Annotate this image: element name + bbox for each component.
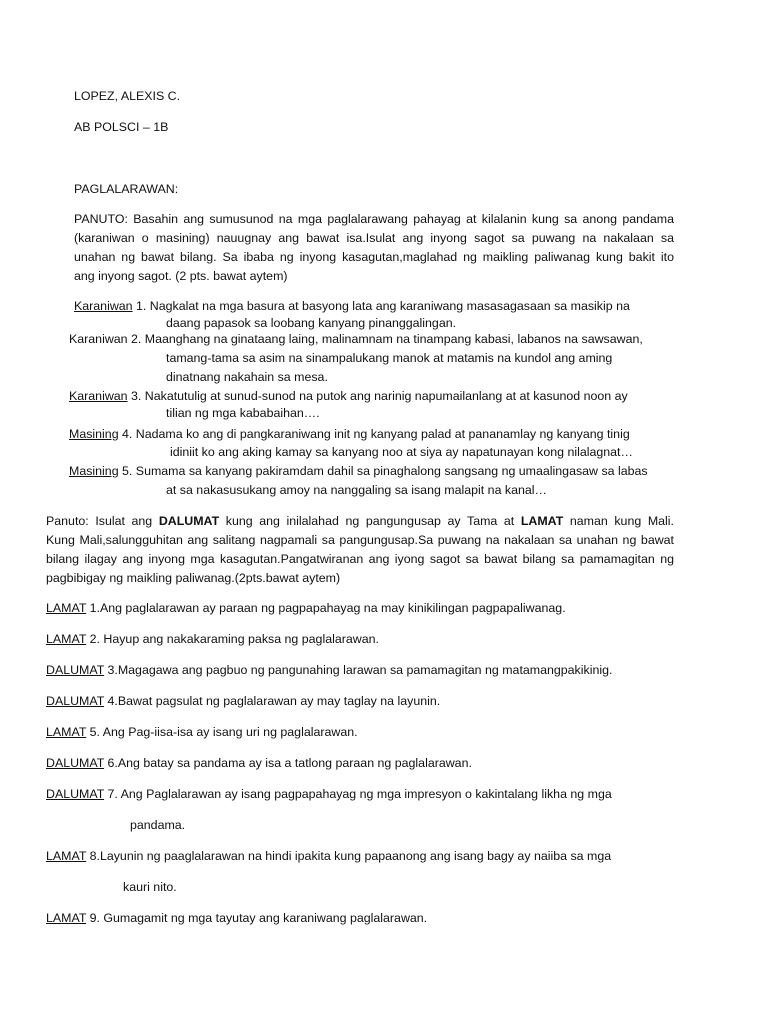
answer-label: Karaniwan [69, 332, 128, 346]
item-text: 7. Ang Paglalarawan ay isang pagpapahayag ng mga impresyon o kakintalang likha ng mga [104, 787, 612, 801]
part2-item [46, 724, 358, 740]
answer-label: Karaniwan [69, 389, 128, 403]
item-text: 2. Maanghang na ginataang laing, malinamnam na tinampang kabasi, labanos na sawsawan, [127, 332, 643, 346]
instruction-text: Panuto: Isulat ang [46, 514, 159, 528]
part2-item [46, 910, 427, 926]
part1-item [74, 298, 630, 314]
student-name: LOPEZ, ALEXIS C. [74, 89, 181, 103]
item-text: 1. Nagkalat na mga basura at basyong lata ang karaniwang masasagasaan sa masikip na [132, 299, 630, 313]
answer-label: LAMAT [46, 911, 87, 925]
item-text: 3. Nakatutulig at sunud-sunod na putok ang narinig napumailanlang at at kasunod noon ay [127, 389, 628, 403]
item-text: 9. Gumagamit ng mga tayutay ang karaniwang paglalarawan. [86, 911, 428, 925]
instruction-text: naman kung Mali. [563, 514, 674, 528]
part2-instruction-line: pagbibigay ng maikling paliwanag.(2pts.bawat aytem) [46, 571, 341, 585]
dalumat-keyword: DALUMAT [158, 514, 220, 528]
part1-instruction-line: unahan ng bawat bilang. Sa ibaba ng inyong kasagutan,maglahad ng maikling paliwanag kung bakit ito [74, 250, 674, 264]
item-text: 3.Magagawa ang pagbuo ng pangunahing larawan sa pamamagitan ng matamangpakikinig. [104, 663, 613, 677]
answer-label: LAMAT [46, 725, 87, 739]
part2-item [46, 693, 440, 709]
part1-instruction-line: ang inyong sagot. (2 pts. bawat aytem) [74, 269, 288, 283]
item-continuation: at sa nakasusukang amoy na nanggaling sa isang malapit na kanal… [166, 483, 547, 497]
part2-item [46, 755, 472, 771]
student-course: AB POLSCI – 1B [74, 120, 169, 134]
item-text: 6.Ang batay sa pandama ay isa a tatlong paraan ng paglalarawan. [104, 756, 472, 770]
section-title: PAGLALARAWAN: [74, 182, 179, 196]
item-continuation: kauri nito. [123, 880, 177, 894]
answer-label: LAMAT [46, 849, 87, 863]
part2-item [46, 631, 379, 647]
part2-item [46, 662, 612, 678]
part2-instruction-line: bilang ilagay ang inyong mga kasagutan.Pangatwiranan ang iyong sagot sa bawat bilang sa pamamagitan ng [46, 552, 674, 566]
answer-label: Karaniwan [74, 299, 133, 313]
part1-item [69, 331, 643, 347]
answer-label: DALUMAT [46, 663, 105, 677]
part1-item [69, 426, 630, 442]
item-continuation: dinatnang nakahain sa mesa. [166, 370, 328, 384]
answer-label: DALUMAT [46, 787, 105, 801]
item-text: 1.Ang paglalarawan ay paraan ng pagpapahayag na may kinikilingan pagpapaliwanag. [86, 601, 566, 615]
item-continuation: idiniit ko ang aking kamay sa kanyang noo at siya ay napatunayan kong nilalagnat… [170, 445, 633, 459]
item-text: 2. Hayup ang nakakaraming paksa ng paglalarawan. [86, 632, 379, 646]
item-continuation: daang papasok sa loobang kanyang pinanggalingan. [166, 316, 457, 330]
answer-label: DALUMAT [46, 694, 105, 708]
answer-label: LAMAT [46, 601, 87, 615]
part1-item [69, 463, 648, 479]
part1-instruction-line: (karaniwan o masining) nauugnay ang bawat isa.Isulat ang inyong sagot sa puwang na nakalaan sa [74, 231, 674, 245]
part2-item [46, 848, 611, 864]
part2-item [46, 600, 566, 616]
item-continuation: tilian ng mga kababaihan…. [166, 406, 320, 420]
answer-label: DALUMAT [46, 756, 105, 770]
instruction-text: kung ang inilalahad ng pangungusap ay Tama at [219, 514, 521, 528]
part2-instruction-line [46, 513, 674, 529]
part1-item [69, 388, 628, 404]
part2-item [46, 786, 612, 802]
answer-label: LAMAT [46, 632, 87, 646]
answer-label: Masining [69, 427, 119, 441]
part2-instruction-line: Kung Mali,salungguhitan ang salitang nagpamali sa pangungusap.Sa puwang na nakalaan sa unahan ng bawat [46, 533, 674, 547]
item-text: 5. Ang Pag-iisa-isa ay isang uri ng paglalarawan. [86, 725, 358, 739]
answer-label: Masining [69, 464, 119, 478]
item-text: 4.Bawat pagsulat ng paglalarawan ay may taglay na layunin. [104, 694, 441, 708]
item-continuation: tamang-tama sa asim na sinampalukang manok at matamis na kundol ang aming [166, 351, 613, 365]
item-text: 4. Nadama ko ang di pangkaraniwang init ng kanyang palad at pananamlay ng kanyang tinig [118, 427, 630, 441]
lamat-keyword: LAMAT [520, 514, 564, 528]
item-continuation: pandama. [130, 818, 186, 832]
item-text: 5. Sumama sa kanyang pakiramdam dahil sa pinaghalong sangsang ng umaalingasaw sa labas [118, 464, 648, 478]
part1-instruction-line: PANUTO: Basahin ang sumusunod na mga paglalarawang pahayag at kilalanin kung sa anong pandama [74, 212, 674, 226]
item-text: 8.Layunin ng paaglalarawan na hindi ipakita kung papaanong ang isang bagy ay naiiba sa mga [86, 849, 612, 863]
